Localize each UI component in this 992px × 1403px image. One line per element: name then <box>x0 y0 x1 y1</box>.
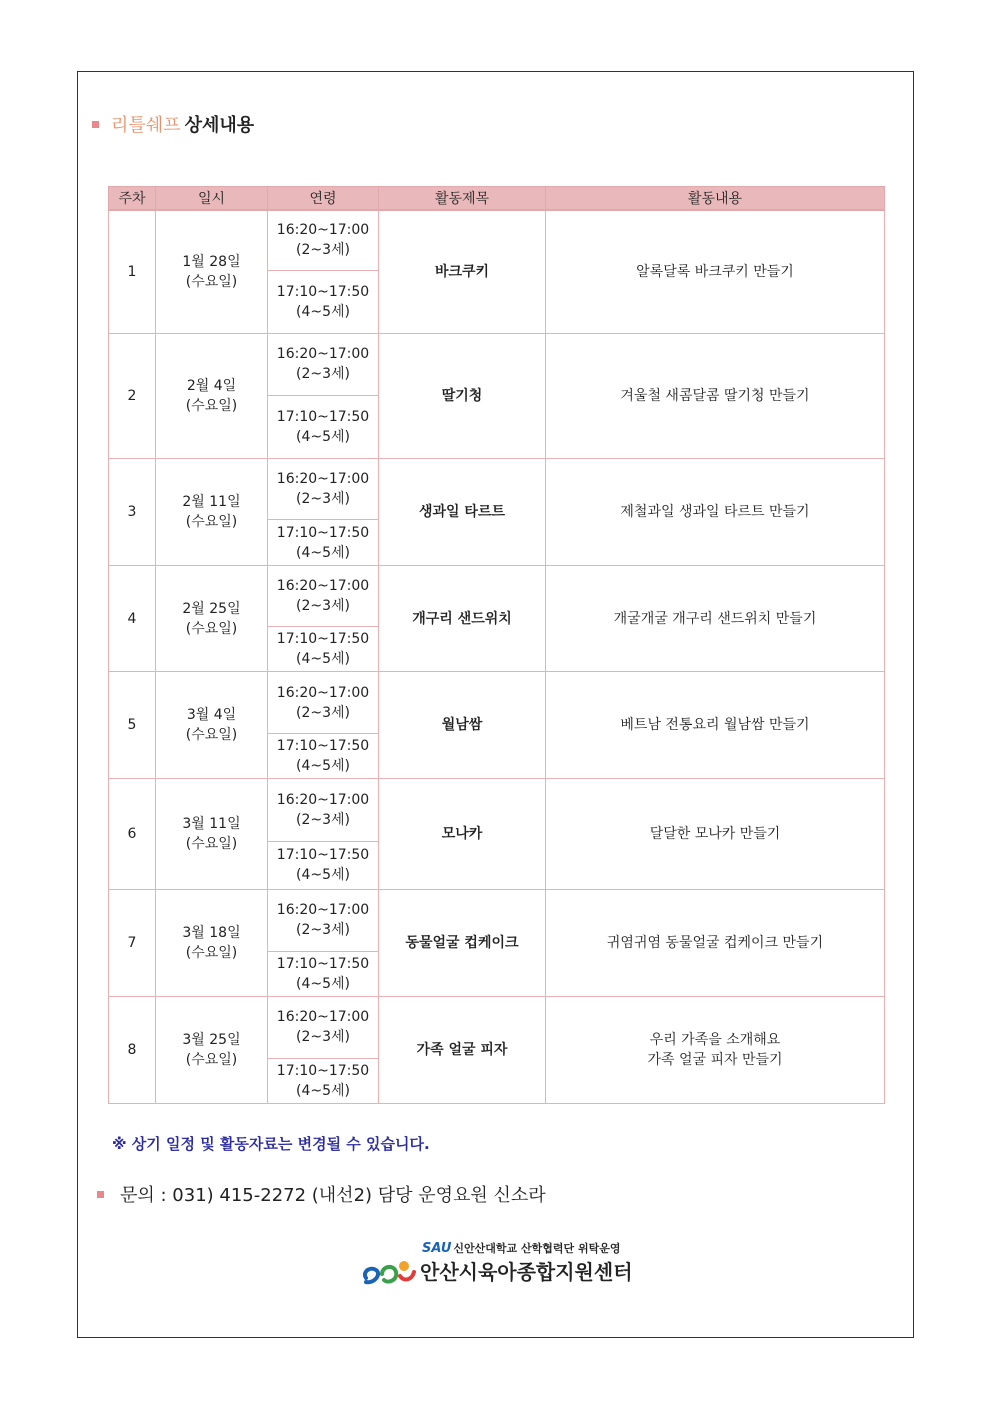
header-week: 주차 <box>109 187 156 211</box>
week-cell <box>109 566 156 672</box>
activity-content-cell <box>546 458 885 565</box>
weekday-text: (수요일) <box>185 727 238 744</box>
time-slot-cell <box>268 1058 379 1103</box>
activity-title-cell <box>379 458 546 565</box>
time-range: 16:20~17:00 <box>276 684 370 701</box>
activity-content-line: 귀염귀염 동물얼굴 컵케이크 만들기 <box>606 934 824 951</box>
time-slot-cell <box>268 627 379 672</box>
logo-subtitle <box>422 1240 620 1256</box>
weekday-text: (수요일) <box>185 513 238 530</box>
date-text: 3월 25일 <box>182 1031 241 1048</box>
activity-content-line: 알록달록 바크쿠키 만들기 <box>636 263 794 280</box>
age-group: (2~3세) <box>296 490 350 507</box>
date-cell <box>156 889 268 996</box>
activity-title-cell <box>379 333 546 458</box>
table-row <box>109 672 885 734</box>
age-group: (2~3세) <box>296 242 350 259</box>
bullet-square-icon <box>92 121 99 128</box>
header-title: 활동제목 <box>379 187 546 211</box>
time-range: 17:10~17:50 <box>276 408 370 425</box>
date-text: 3월 4일 <box>186 707 237 724</box>
age-group: (4~5세) <box>296 1082 350 1099</box>
age-group: (2~3세) <box>296 598 350 615</box>
activity-content-cell <box>546 889 885 996</box>
weekday-text: (수요일) <box>185 273 238 290</box>
activity-content-line: 우리 가족을 소개해요 <box>649 1031 781 1048</box>
activity-title-cell <box>379 996 546 1103</box>
age-group: (4~5세) <box>296 428 350 445</box>
activity-title: 가족 얼굴 피자 <box>416 1041 508 1058</box>
time-range: 16:20~17:00 <box>276 578 370 595</box>
activity-title: 월남쌈 <box>441 717 483 734</box>
activity-content-cell <box>546 566 885 672</box>
weekday-text: (수요일) <box>185 835 238 852</box>
week-number: 2 <box>127 387 137 404</box>
time-slot-cell <box>268 395 379 458</box>
heading-accent: 리틀쉐프 <box>111 115 181 136</box>
date-cell <box>156 672 268 779</box>
age-group: (4~5세) <box>296 758 350 775</box>
header-date: 일시 <box>156 187 268 211</box>
age-group: (4~5세) <box>296 867 350 884</box>
activity-title-cell <box>379 566 546 672</box>
week-number: 8 <box>127 1041 137 1058</box>
time-slot-cell <box>268 951 379 996</box>
time-range: 17:10~17:50 <box>276 955 370 972</box>
time-range: 16:20~17:00 <box>276 902 370 919</box>
week-cell <box>109 996 156 1103</box>
time-slot-cell <box>268 566 379 627</box>
week-cell <box>109 210 156 333</box>
activity-content-cell <box>546 779 885 889</box>
age-group: (4~5세) <box>296 651 350 668</box>
week-number: 6 <box>127 825 137 842</box>
header-content: 활동내용 <box>546 187 885 211</box>
age-group: (4~5세) <box>296 303 350 320</box>
week-number: 5 <box>127 717 137 734</box>
time-slot-cell <box>268 889 379 951</box>
time-range: 17:10~17:50 <box>276 738 370 755</box>
age-group: (2~3세) <box>296 812 350 829</box>
logo-name: 안산시육아종합지원센터 <box>420 1260 633 1284</box>
time-range: 16:20~17:00 <box>276 1009 370 1026</box>
table-row <box>109 996 885 1058</box>
activity-title: 개구리 샌드위치 <box>412 610 512 627</box>
time-range: 16:20~17:00 <box>276 222 370 239</box>
date-cell <box>156 566 268 672</box>
activity-content-line: 달달한 모나카 만들기 <box>649 825 781 842</box>
weekday-text: (수요일) <box>185 944 238 961</box>
age-group: (4~5세) <box>296 975 350 992</box>
date-cell <box>156 458 268 565</box>
week-cell <box>109 333 156 458</box>
age-group: (2~3세) <box>296 366 350 383</box>
activity-content-line: 개굴개굴 개구리 샌드위치 만들기 <box>613 610 817 627</box>
week-cell <box>109 458 156 565</box>
date-cell <box>156 333 268 458</box>
table-header-row <box>109 187 885 211</box>
inquiry-line <box>97 1183 546 1209</box>
week-cell <box>109 889 156 996</box>
date-cell <box>156 210 268 333</box>
logo-subtitle-text: 신안산대학교 산학협력단 위탁운영 <box>453 1242 621 1255</box>
activity-content-line: 겨울철 새콤달콤 딸기청 만들기 <box>620 387 810 404</box>
weekday-text: (수요일) <box>185 1051 238 1068</box>
bullet-square-icon <box>97 1191 104 1198</box>
activity-title-cell <box>379 779 546 889</box>
activity-content-cell <box>546 996 885 1103</box>
time-range: 17:10~17:50 <box>276 631 370 648</box>
age-group: (2~3세) <box>296 1029 350 1046</box>
activity-title-cell <box>379 889 546 996</box>
time-range: 16:20~17:00 <box>276 346 370 363</box>
week-number: 7 <box>127 934 137 951</box>
header-age: 연령 <box>268 187 379 211</box>
activity-content-cell <box>546 672 885 779</box>
table-row <box>109 889 885 951</box>
week-number: 3 <box>127 503 137 520</box>
date-cell <box>156 996 268 1103</box>
table-row <box>109 210 885 270</box>
center-logo-mark-icon <box>360 1252 416 1288</box>
date-text: 2월 4일 <box>186 377 237 394</box>
time-range: 16:20~17:00 <box>276 792 370 809</box>
activity-content-cell <box>546 210 885 333</box>
activity-title: 생과일 타르트 <box>418 503 506 520</box>
time-range: 17:10~17:50 <box>276 283 370 300</box>
date-text: 2월 11일 <box>182 493 241 510</box>
time-range: 16:20~17:00 <box>276 470 370 487</box>
activity-title: 딸기청 <box>441 387 483 404</box>
table-row <box>109 566 885 627</box>
activity-title: 모나카 <box>441 825 483 842</box>
week-cell <box>109 672 156 779</box>
schedule-table <box>108 186 885 1104</box>
week-cell <box>109 779 156 889</box>
table-row <box>109 779 885 842</box>
table-row <box>109 333 885 395</box>
activity-title-cell <box>379 210 546 333</box>
date-text: 1월 28일 <box>182 253 241 270</box>
time-slot-cell <box>268 734 379 779</box>
time-range: 17:10~17:50 <box>276 524 370 541</box>
activity-content-line: 베트남 전통요리 월남쌈 만들기 <box>620 717 810 734</box>
age-group: (2~3세) <box>296 922 350 939</box>
change-notice: ※ 상기 일정 및 활동자료는 변경될 수 있습니다. <box>112 1135 430 1153</box>
time-range: 17:10~17:50 <box>276 847 370 864</box>
time-slot-cell <box>268 779 379 842</box>
section-heading <box>92 113 254 139</box>
time-slot-cell <box>268 672 379 734</box>
activity-title: 바크쿠키 <box>434 263 490 280</box>
date-text: 3월 18일 <box>182 924 241 941</box>
week-number: 1 <box>127 263 137 280</box>
week-number: 4 <box>127 610 137 627</box>
activity-title-cell <box>379 672 546 779</box>
table-row <box>109 458 885 519</box>
sau-logo-text: SAU <box>422 1241 452 1256</box>
time-range: 17:10~17:50 <box>276 1062 370 1079</box>
activity-content-cell <box>546 333 885 458</box>
date-cell <box>156 779 268 889</box>
time-slot-cell <box>268 842 379 889</box>
date-text: 2월 25일 <box>182 600 241 617</box>
time-slot-cell <box>268 210 379 270</box>
time-slot-cell <box>268 519 379 565</box>
time-slot-cell <box>268 458 379 519</box>
weekday-text: (수요일) <box>185 397 238 414</box>
inquiry-text: 문의 : 031) 415-2272 (내선2) 담당 운영요원 신소라 <box>120 1185 546 1206</box>
heading-main: 상세내용 <box>184 115 255 136</box>
date-text: 3월 11일 <box>182 815 241 832</box>
weekday-text: (수요일) <box>185 620 238 637</box>
activity-title: 동물얼굴 컵케이크 <box>405 934 519 951</box>
time-slot-cell <box>268 996 379 1058</box>
age-group: (2~3세) <box>296 704 350 721</box>
time-slot-cell <box>268 270 379 333</box>
time-slot-cell <box>268 333 379 395</box>
age-group: (4~5세) <box>296 544 350 561</box>
activity-content-line: 제철과일 생과일 타르트 만들기 <box>620 503 810 520</box>
activity-content-line: 가족 얼굴 피자 만들기 <box>647 1051 783 1068</box>
center-logo <box>360 1238 640 1288</box>
